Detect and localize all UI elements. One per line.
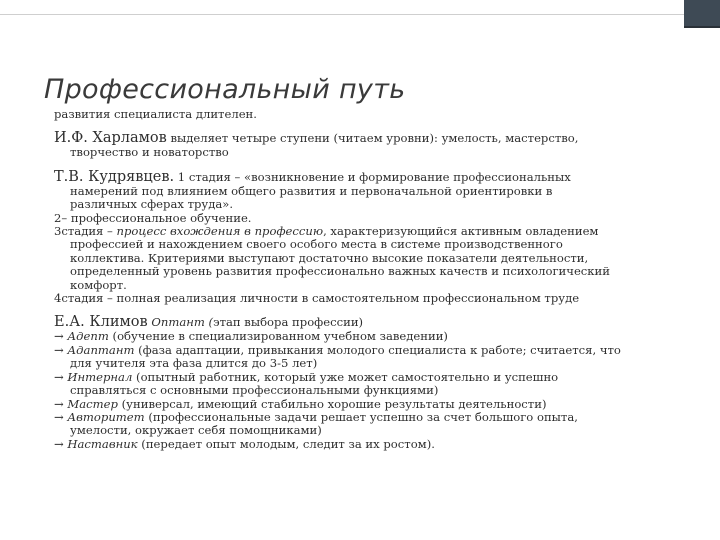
klimov-optant: Оптант ( bbox=[147, 315, 214, 330]
stage3-text: , характеризующийся активным овладением bbox=[323, 224, 599, 239]
kudryavtsev-stage3-d: определенный уровень развития профессионально важных качеств и психологический bbox=[70, 264, 610, 279]
slide-title: Профессиональный путь bbox=[44, 74, 406, 105]
klimov-para bbox=[54, 314, 690, 330]
klimov-adaptant bbox=[54, 344, 690, 357]
kudryavtsev-stage3 bbox=[54, 225, 690, 238]
nastavnik-label: → Наставник bbox=[54, 436, 138, 451]
adept-desc: (обучение в специализированном учебном заведении) bbox=[108, 329, 448, 344]
kudryavtsev-stage1-cont: намерений под влиянием общего развития и первоначальной ориентировки в bbox=[70, 183, 553, 198]
kudryavtsev-para bbox=[54, 169, 690, 185]
klimov-internal-cont: справляться с основными профессиональными функциями) bbox=[70, 383, 439, 398]
slide-top-decoration bbox=[0, 0, 720, 40]
adaptant-label: → Адаптант bbox=[54, 342, 135, 357]
kudryavtsev-stage1: 1 стадия – «возникновение и формирование профессиональных bbox=[174, 169, 571, 184]
kudryavtsev-stage3-e: комфорт. bbox=[70, 277, 127, 292]
adept-label: → Адепт bbox=[54, 329, 109, 344]
master-label: → Мастер bbox=[54, 396, 118, 411]
top-fade bbox=[0, 0, 684, 12]
adaptant-desc: (фаза адаптации, привыкания молодого специалиста к работе; считается, что bbox=[134, 342, 621, 357]
kudryavtsev-stage4: 4стадия – полная реализация личности в самостоятельном профессиональном труде bbox=[54, 291, 580, 306]
klimov-adept bbox=[54, 330, 690, 343]
corner-accent bbox=[684, 0, 720, 26]
nastavnik-desc: (передает опыт молодым, следит за их ростом). bbox=[137, 436, 435, 451]
klimov-nastavnik bbox=[54, 438, 690, 451]
klimov-name: Е.А. Климов bbox=[54, 314, 148, 331]
intro-line: развития специалиста длителен. bbox=[54, 107, 257, 121]
stage3-emphasis: процесс вхождения в профессию bbox=[116, 224, 324, 239]
klimov-optant-desc: этап выбора профессии) bbox=[213, 315, 364, 330]
kudryavtsev-stage1-end: различных сферах труда». bbox=[70, 197, 234, 212]
avtoritet-label: → Авторитет bbox=[54, 409, 145, 424]
kharlamov-text: выделяет четыре ступени (читаем уровни): умелость, мастерство, bbox=[166, 131, 579, 146]
klimov-avtoritet-cont: умелости, окружает себя помощниками) bbox=[70, 423, 322, 438]
kharlamov-text-cont: творчество и новаторство bbox=[70, 145, 229, 160]
stage3-prefix: 3стадия – bbox=[54, 224, 117, 239]
klimov-adaptant-cont: для учителя эта фаза длится до 3-5 лет) bbox=[70, 356, 318, 371]
corner-accent-shadow bbox=[684, 26, 720, 28]
kudryavtsev-stage3-b: профессией и нахождением своего особого места в системе производственного bbox=[70, 237, 563, 252]
top-rule bbox=[0, 14, 684, 15]
kudryavtsev-stage2: 2– профессиональное обучение. bbox=[54, 210, 252, 225]
kudryavtsev-stage3-c: коллектива. Критериями выступают достаточно высокие показатели деятельности, bbox=[70, 250, 589, 265]
klimov-avtoritet bbox=[54, 411, 690, 424]
kharlamov-para bbox=[54, 130, 690, 146]
klimov-internal bbox=[54, 371, 690, 384]
klimov-master bbox=[54, 398, 690, 411]
kudryavtsev-name: Т.В. Кудрявцев. bbox=[54, 168, 175, 185]
master-desc: (универсал, имеющий стабильно хорошие результаты деятельности) bbox=[117, 396, 547, 411]
internal-desc: (опытный работник, который уже может самостоятельно и успешно bbox=[132, 369, 559, 384]
avtoritet-desc: (профессиональные задачи решает успешно за счет большого опыта, bbox=[144, 409, 578, 424]
slide-body bbox=[54, 108, 690, 451]
kharlamov-name: И.Ф. Харламов bbox=[54, 130, 167, 147]
internal-label: → Интернал bbox=[54, 369, 133, 384]
